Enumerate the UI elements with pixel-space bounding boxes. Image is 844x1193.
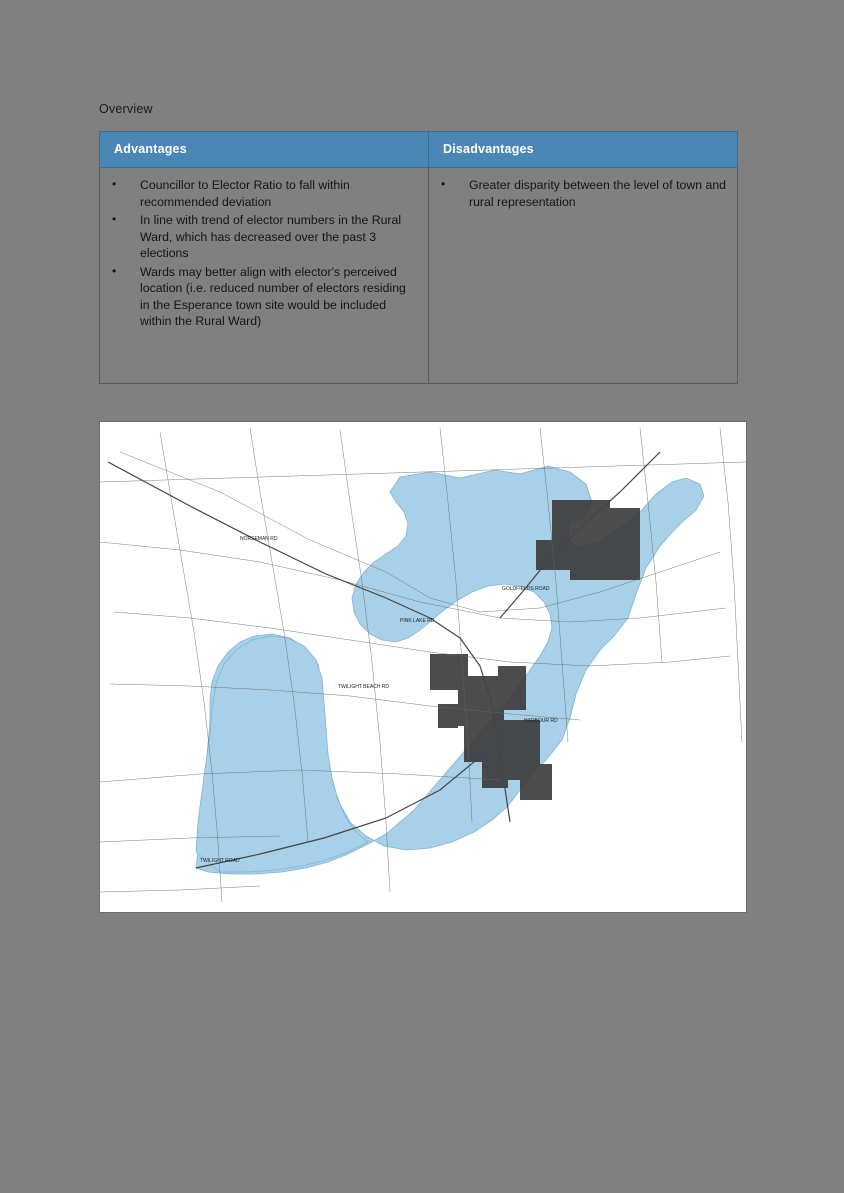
advantages-disadvantages-table	[99, 131, 738, 384]
list-item: • In line with trend of elector numbers in the Rural Ward, which has decreased over the past 3 elections	[100, 212, 418, 262]
map-figure	[100, 422, 746, 912]
ward-boundary-map	[99, 421, 747, 913]
table-header-row	[100, 132, 738, 168]
map-label: NORSEMAN RD	[240, 536, 278, 542]
map-label: PINK LAKE RD	[400, 618, 435, 624]
page-title: Overview	[99, 102, 153, 116]
list-item: • Wards may better align with elector's perceived location (i.e. reduced number of electors residing in the Esperance town site would be included within the Rural Ward)	[100, 264, 418, 330]
column-header-disadvantages: Disadvantages	[429, 132, 738, 168]
advantages-list	[100, 168, 428, 330]
map-label: TWILIGHT BEACH RD	[338, 684, 390, 690]
advantages-cell	[100, 168, 429, 384]
list-item: • Councillor to Elector Ratio to fall within recommended deviation	[100, 177, 418, 210]
disadvantages-list	[429, 168, 737, 210]
table-row	[100, 168, 738, 384]
map-label: GOLDFIELDS ROAD	[502, 586, 550, 592]
list-item: • Greater disparity between the level of town and rural representation	[429, 177, 727, 210]
column-header-advantages: Advantages	[100, 132, 429, 168]
map-label: HARBOUR RD	[524, 718, 558, 724]
map-label: TWILIGHT ROAD	[200, 858, 240, 864]
disadvantages-cell	[429, 168, 738, 384]
